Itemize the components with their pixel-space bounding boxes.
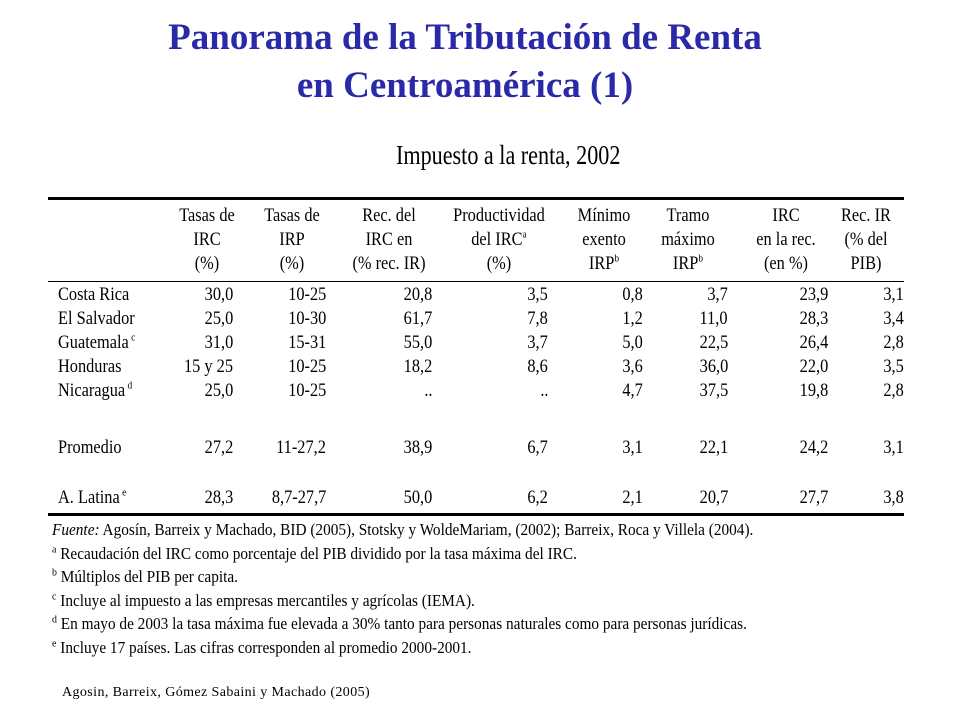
table-cell: 10-25 <box>287 356 326 377</box>
row-label <box>58 283 129 307</box>
slide-title <box>0 14 930 110</box>
table-row <box>0 331 960 355</box>
column-header-text: PIB) <box>850 253 882 274</box>
table-cell: 3,1 <box>622 437 643 458</box>
footnote <box>52 565 753 589</box>
footnote-marker: b <box>614 252 620 265</box>
column-header-text: Rec. IR <box>841 205 891 226</box>
row-label <box>58 331 135 355</box>
table-bottom-rule <box>48 513 904 516</box>
title-line-1: Panorama de la Tributación de Renta <box>168 17 762 58</box>
row-label-text: Guatemala <box>58 332 129 353</box>
row-label <box>58 486 126 510</box>
column-header-line <box>329 228 449 252</box>
footnote <box>52 636 753 660</box>
table-cell: 15 y 25 <box>183 356 233 377</box>
table-cell: 28,3 <box>799 308 828 329</box>
column-header-text: Rec. del <box>362 205 416 226</box>
table-cell: 22,1 <box>699 437 728 458</box>
column-header-text: IRP <box>672 253 699 274</box>
table-cell: 3,8 <box>883 487 904 508</box>
table-cell: 3,1 <box>883 284 904 305</box>
column-header-text: del IRC <box>471 229 523 250</box>
table-cell: 19,8 <box>799 380 828 401</box>
table-cell: 38,9 <box>403 437 432 458</box>
column-header-text: (% rec. IR) <box>352 253 426 274</box>
footnote-text: Incluye al impuesto a las empresas mercantiles y agrícolas (IEMA). <box>56 590 475 610</box>
table-cell: 3,5 <box>527 284 548 305</box>
footnote-text: Recaudación del IRC como porcentaje del PIB dividido por la tasa máxima del IRC. <box>56 543 577 563</box>
source-label: Fuente: <box>52 520 100 539</box>
table-cell: 4,7 <box>622 380 643 401</box>
row-label <box>58 436 122 460</box>
table-cell: 23,9 <box>799 284 828 305</box>
table-row <box>0 307 960 331</box>
footnote-text: Múltiplos del PIB per capita. <box>56 567 238 586</box>
column-header-text: Tasas de <box>264 205 320 226</box>
footnote-marker: b <box>52 566 57 579</box>
row-label-text: Honduras <box>58 356 122 377</box>
source-note <box>52 518 753 542</box>
table-row <box>0 283 960 307</box>
column-header-text: (% del <box>844 229 888 250</box>
table-cell: 61,7 <box>403 308 432 329</box>
table-cell: 36,0 <box>699 356 728 377</box>
table-cell: 31,0 <box>204 332 233 353</box>
author-credit: Agosin, Barreix, Gómez Sabaini y Machado (2005) <box>62 685 371 700</box>
column-header-text: IRP <box>279 229 305 250</box>
table-cell: 6,2 <box>527 487 548 508</box>
table-row <box>0 355 960 379</box>
table-cell: 1,2 <box>622 308 643 329</box>
table-cell: 2,1 <box>622 487 643 508</box>
footnotes <box>52 518 831 659</box>
table-row <box>0 379 960 403</box>
footnote-marker: a <box>522 228 527 241</box>
table-cell: 10-25 <box>287 284 326 305</box>
table-cell: .. <box>423 380 432 401</box>
table-header-rule <box>48 281 904 282</box>
footnote <box>52 612 753 636</box>
table-cell: 11,0 <box>700 308 728 329</box>
column-header-text: IRP <box>588 253 615 274</box>
table-cell: 3,6 <box>622 356 643 377</box>
table-cell: 2,8 <box>883 380 904 401</box>
footnote-text: Incluye 17 países. Las cifras corresponden al promedio 2000-2001. <box>56 637 472 657</box>
column-header-text: Mínimo <box>577 205 631 226</box>
footnote <box>52 542 753 566</box>
footnote-marker: a <box>52 542 57 555</box>
table-cell: 27,2 <box>204 437 233 458</box>
column-header-text: en la rec. <box>756 229 816 250</box>
table-cell: 55,0 <box>403 332 432 353</box>
column-header-line <box>439 252 559 276</box>
table-cell: 20,7 <box>699 487 728 508</box>
table-cell: 3,7 <box>707 284 728 305</box>
table-cell: 3,7 <box>527 332 548 353</box>
footnote-text: En mayo de 2003 la tasa máxima fue elevada a 30% tanto para personas naturales como para personas jurídicas. <box>56 614 747 633</box>
row-label-text: El Salvador <box>58 308 135 329</box>
column-header <box>806 204 926 276</box>
table-cell: 8,6 <box>527 356 548 377</box>
column-header-line <box>806 228 926 252</box>
table-cell: 3,4 <box>883 308 904 329</box>
title-line-2: en Centroamérica (1) <box>296 65 634 106</box>
footnote-marker: c <box>52 589 57 602</box>
table-title: Impuesto a la renta, 2002 <box>396 140 621 170</box>
table-cell: 5,0 <box>622 332 643 353</box>
table-cell: 25,0 <box>204 308 233 329</box>
footnote-marker: e <box>119 486 127 499</box>
column-header-text: IRC en <box>365 229 413 250</box>
row-label <box>58 307 135 331</box>
column-header-text: (%) <box>194 253 220 274</box>
column-header-text: exento <box>582 229 626 250</box>
row-label-text: A. Latina <box>58 487 120 508</box>
column-header-line <box>439 228 559 252</box>
column-header-text: IRC <box>193 229 221 250</box>
column-header-line <box>329 204 449 228</box>
table-cell: 10-30 <box>287 308 326 329</box>
row-label-text: Costa Rica <box>58 284 130 305</box>
table-cell: 15-31 <box>287 332 326 353</box>
table-cell: 30,0 <box>204 284 233 305</box>
column-header-text: Tramo <box>666 205 710 226</box>
footnote-text: Agosín, Barreix y Machado, BID (2005), Stotsky y WoldeMariam, (2002); Barreix, Roca y Villela (2004). <box>99 520 754 539</box>
table-cell: 2,8 <box>883 332 904 353</box>
table-cell: 3,5 <box>883 356 904 377</box>
row-label <box>58 355 122 379</box>
footnote-marker: e <box>52 636 57 649</box>
row-label-text: Promedio <box>58 437 122 458</box>
table-cell: 24,2 <box>799 437 828 458</box>
table-cell: 28,3 <box>204 487 233 508</box>
table-cell: 20,8 <box>403 284 432 305</box>
column-header-line <box>329 252 449 276</box>
column-header-line <box>806 204 926 228</box>
row-label <box>58 379 132 403</box>
table-cell: 50,0 <box>403 487 432 508</box>
table-cell: 22,5 <box>699 332 728 353</box>
column-header <box>329 204 449 276</box>
column-header <box>439 204 559 276</box>
table-cell: 26,4 <box>799 332 828 353</box>
table-cell: 11-27,2 <box>276 437 326 458</box>
table-cell: 18,2 <box>403 356 432 377</box>
table-cell: 25,0 <box>204 380 233 401</box>
footnote-marker: d <box>52 613 57 626</box>
table-row <box>0 486 960 510</box>
footnote-marker: b <box>698 252 704 265</box>
footnote-marker: d <box>125 379 133 392</box>
column-header-text: IRC <box>772 205 800 226</box>
column-header-text: Tasas de <box>179 205 235 226</box>
column-header-line <box>439 204 559 228</box>
table-cell: 27,7 <box>799 487 828 508</box>
table-cell: 3,1 <box>883 437 904 458</box>
column-header-text: (en %) <box>763 253 808 274</box>
table-cell: 22,0 <box>799 356 828 377</box>
row-label-text: Nicaragua <box>58 380 126 401</box>
table-cell: 6,7 <box>527 437 548 458</box>
column-header-text: máximo <box>661 229 715 250</box>
column-header-line <box>806 252 926 276</box>
footnote <box>52 589 753 613</box>
table-top-rule <box>48 197 904 200</box>
column-header-text: Productividad <box>453 205 545 226</box>
table-cell: 0,8 <box>622 284 643 305</box>
table-cell: .. <box>539 380 548 401</box>
table-cell: 8,7-27,7 <box>271 487 326 508</box>
table-cell: 10-25 <box>287 380 326 401</box>
table-cell: 7,8 <box>527 308 548 329</box>
column-header-text: (%) <box>279 253 305 274</box>
footnote-marker: c <box>128 331 136 344</box>
table-row <box>0 436 960 460</box>
column-header-text: (%) <box>486 253 512 274</box>
table-cell: 37,5 <box>699 380 728 401</box>
